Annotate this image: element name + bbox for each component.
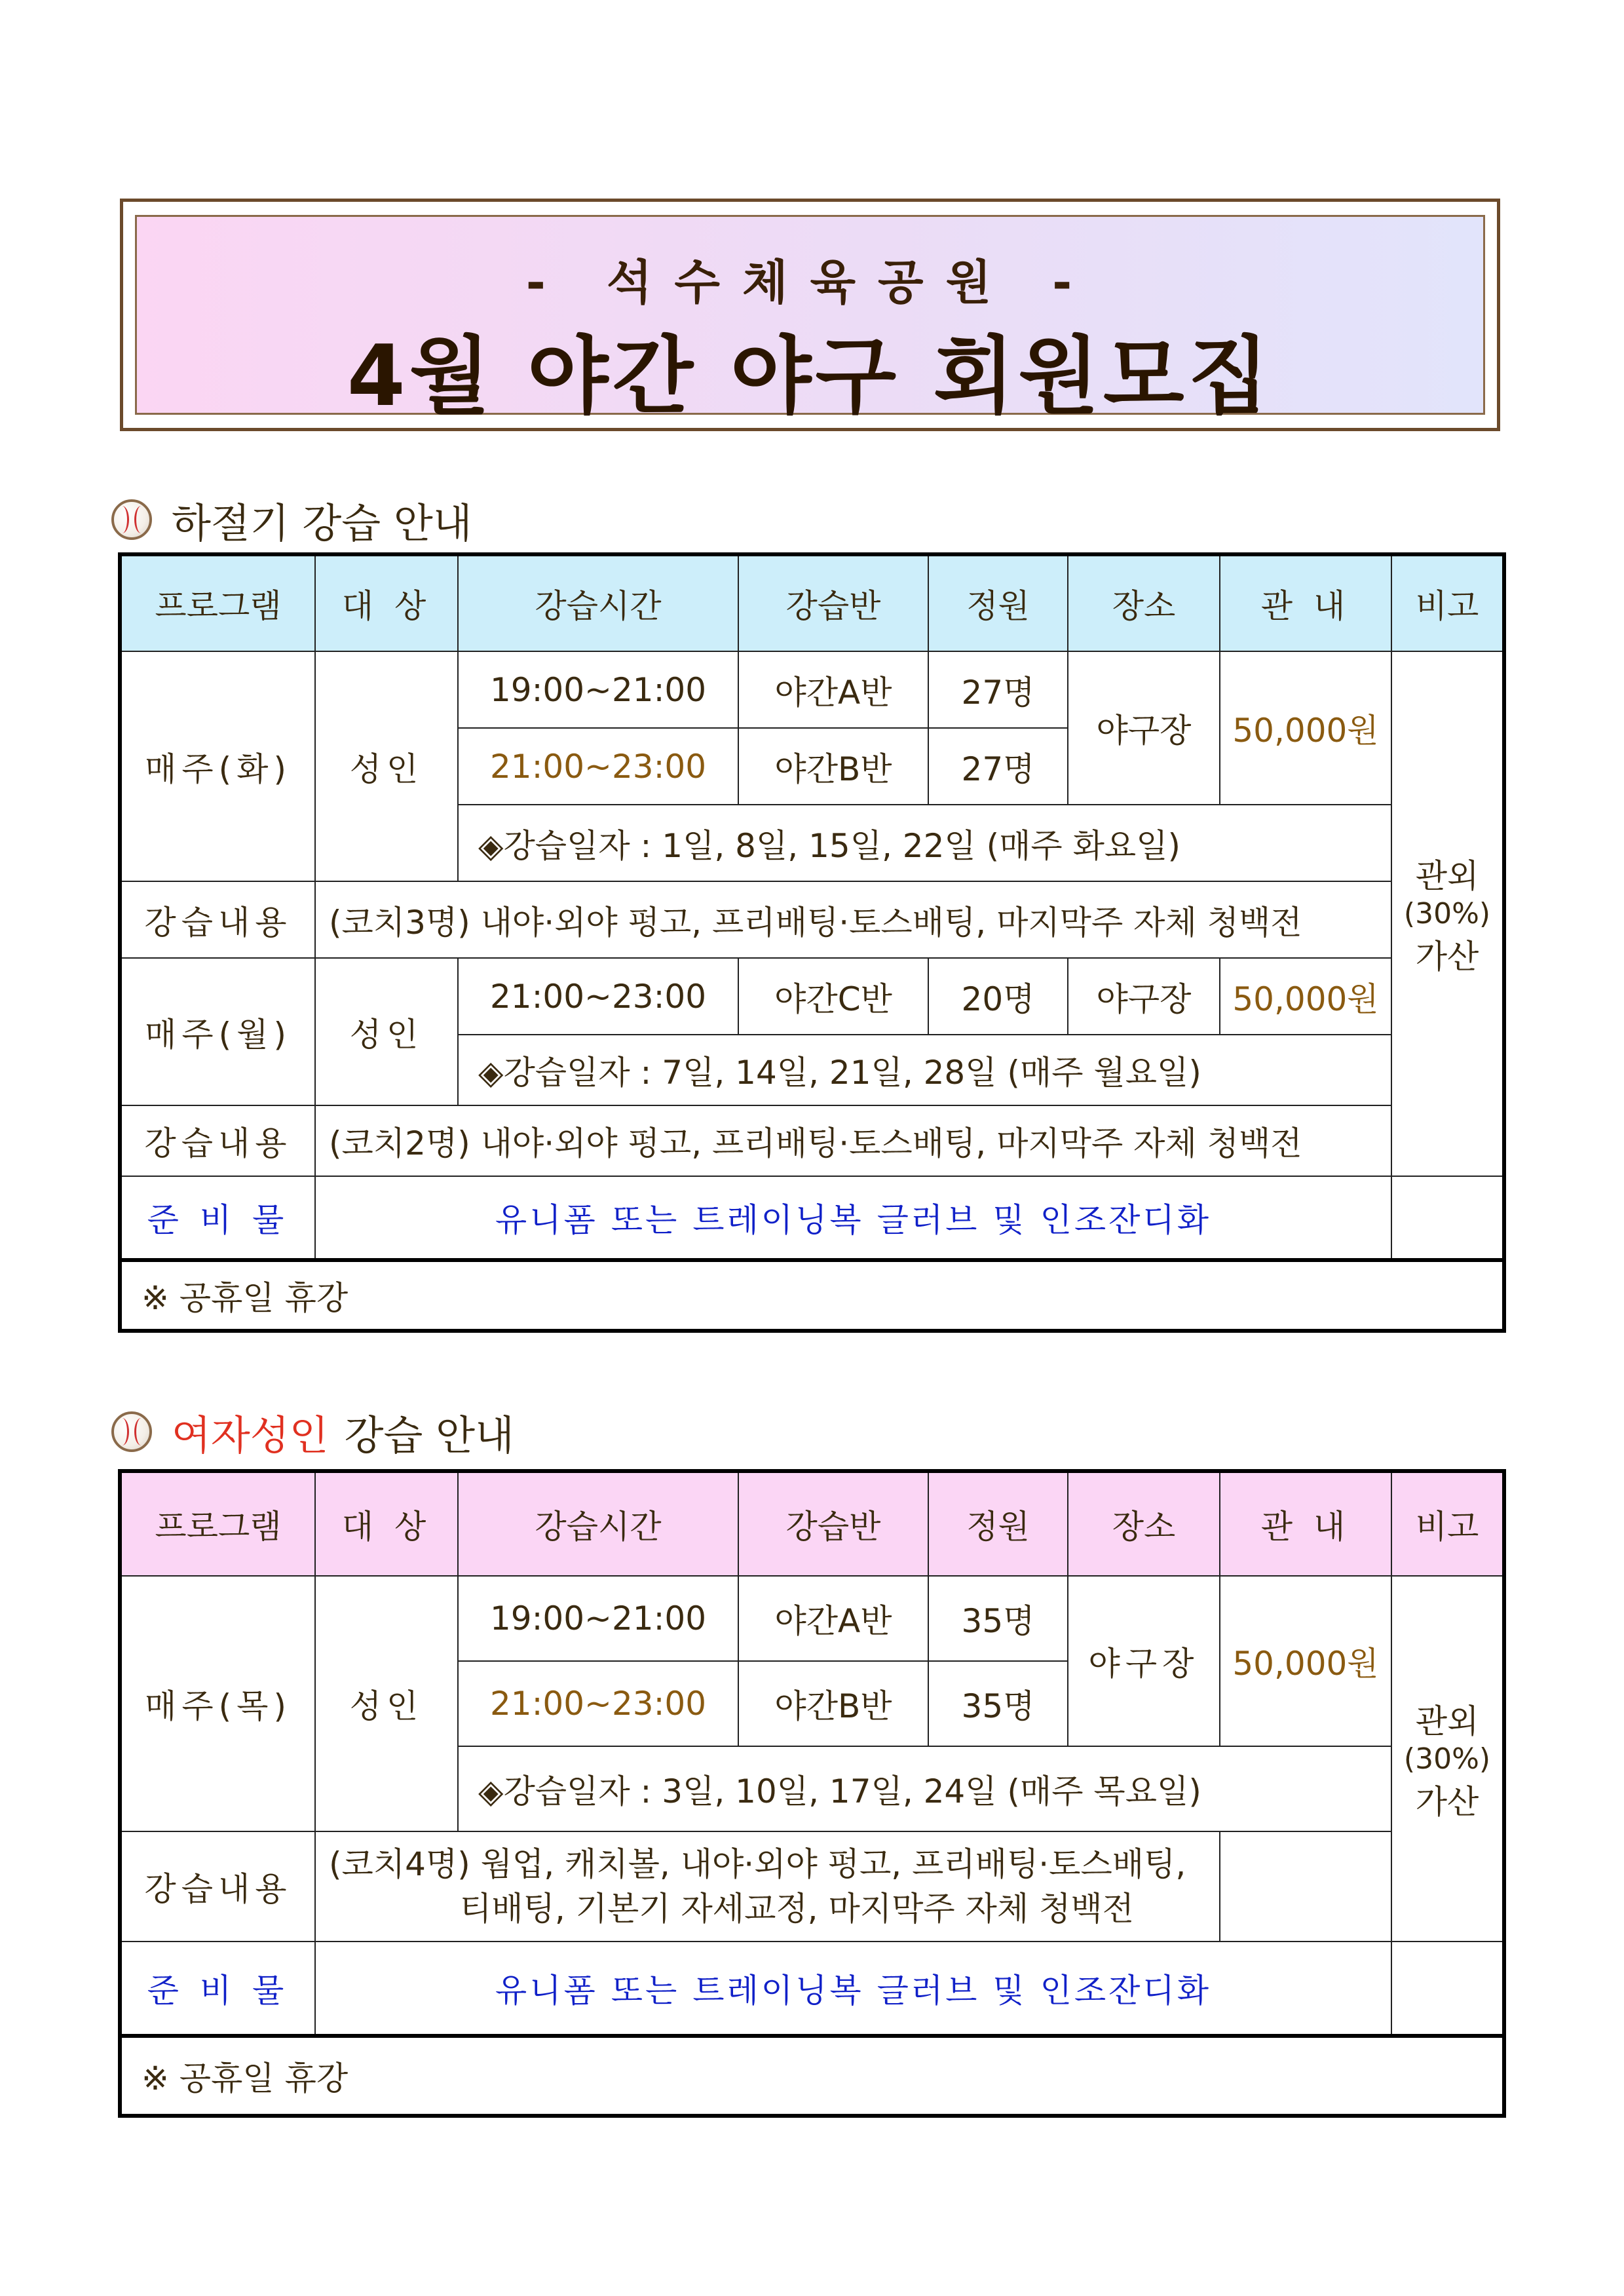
header-capacity: 정원 (928, 554, 1068, 651)
content-label: 강습내용 (120, 1105, 315, 1176)
header-program: 프로그램 (120, 1471, 315, 1576)
prep-label: 준 비 물 (120, 1942, 315, 2036)
capacity-cell: 27명 (928, 651, 1068, 728)
header-target: 대 상 (315, 1471, 458, 1576)
header-fee: 관 내 (1220, 554, 1391, 651)
table-row (120, 651, 1504, 728)
note-empty-cell (1391, 1942, 1504, 2036)
time-cell: 21:00~23:00 (458, 728, 738, 805)
dates-cell: ◈강습일자 : 3일, 10일, 17일, 24일 (매주 목요일) (458, 1746, 1391, 1831)
target-cell: 성인 (315, 651, 458, 881)
table-header-row (120, 1471, 1504, 1576)
program-cell: 매주(목) (120, 1576, 315, 1831)
target-cell: 성인 (315, 958, 458, 1105)
title-main: 4월 야간 야구 회원모집 (347, 328, 1274, 425)
place-cell: 야구장 (1068, 958, 1220, 1035)
title-banner (120, 199, 1500, 431)
class-cell: 야간B반 (738, 728, 928, 805)
fee-cell: 50,000원 (1220, 958, 1391, 1035)
section2-heading (111, 1402, 514, 1461)
time-cell: 21:00~23:00 (458, 958, 738, 1035)
header-time: 강습시간 (458, 1471, 738, 1576)
header-capacity: 정원 (928, 1471, 1068, 1576)
prep-cell: 유니폼 또는 트레이닝복 글러브 및 인조잔디화 (315, 1942, 1391, 2036)
capacity-cell: 20명 (928, 958, 1068, 1035)
note-cell (1391, 651, 1504, 1176)
table-row (120, 881, 1504, 958)
place-cell: 야구장 (1068, 651, 1220, 805)
target-cell: 성인 (315, 1576, 458, 1831)
section2-heading-text: 강습 안내 (344, 1411, 514, 1459)
header-place: 장소 (1068, 1471, 1220, 1576)
table-row (120, 1176, 1504, 1260)
time-cell: 19:00~21:00 (458, 1576, 738, 1661)
note-line1: 관외 (1415, 857, 1479, 895)
title-subtitle: - 석수체육공원 - (525, 255, 1095, 310)
capacity-cell: 35명 (928, 1576, 1068, 1661)
fee-cell: 50,000원 (1220, 651, 1391, 805)
section1-heading-text: 하절기 강습 안내 (172, 499, 472, 547)
baseball-icon (111, 1411, 152, 1452)
footer-note: ※ 공휴일 휴강 (120, 1260, 1504, 1331)
note-line2: (30%) (1403, 897, 1491, 930)
table-row (120, 2036, 1504, 2116)
note-line3: 가산 (1415, 1782, 1479, 1821)
class-cell: 야간C반 (738, 958, 928, 1035)
header-class: 강습반 (738, 1471, 928, 1576)
table-row (120, 1576, 1504, 1661)
prep-cell: 유니폼 또는 트레이닝복 글러브 및 인조잔디화 (315, 1176, 1391, 1260)
note-cell (1391, 1576, 1504, 1942)
section2-table (118, 1469, 1506, 2118)
program-cell: 매주(화) (120, 651, 315, 881)
prep-label: 준 비 물 (120, 1176, 315, 1260)
header-place: 장소 (1068, 554, 1220, 651)
dates-cell: ◈강습일자 : 7일, 14일, 21일, 28일 (매주 월요일) (458, 1035, 1391, 1105)
time-cell: 19:00~21:00 (458, 651, 738, 728)
place-cell: 야구장 (1068, 1576, 1220, 1746)
table-row (120, 1105, 1504, 1176)
class-cell: 야간A반 (738, 651, 928, 728)
content-cell (315, 1831, 1220, 1942)
baseball-icon (111, 499, 152, 540)
header-note: 비고 (1391, 1471, 1504, 1576)
note-line3: 가산 (1415, 938, 1479, 976)
header-target: 대 상 (315, 554, 458, 651)
table-row (120, 1942, 1504, 2036)
header-time: 강습시간 (458, 554, 738, 651)
fee-cell: 50,000원 (1220, 1576, 1391, 1746)
section1-table (118, 552, 1506, 1333)
content-cell: (코치3명) 내야·외야 펑고, 프리배팅·토스배팅, 마지막주 자체 청백전 (315, 881, 1391, 958)
header-fee: 관 내 (1220, 1471, 1391, 1576)
table-row (120, 1831, 1504, 1942)
header-note: 비고 (1391, 554, 1504, 651)
class-cell: 야간B반 (738, 1661, 928, 1746)
class-cell: 야간A반 (738, 1576, 928, 1661)
time-cell: 21:00~23:00 (458, 1661, 738, 1746)
footer-note: ※ 공휴일 휴강 (120, 2036, 1504, 2116)
dates-cell: ◈강습일자 : 1일, 8일, 15일, 22일 (매주 화요일) (458, 805, 1391, 881)
content-label: 강습내용 (120, 881, 315, 958)
title-banner-inner (135, 215, 1485, 425)
header-program: 프로그램 (120, 554, 315, 651)
table-header-row (120, 554, 1504, 651)
section2-heading-red: 여자성인 (172, 1411, 329, 1459)
table-row (120, 1260, 1504, 1331)
section1-heading (111, 490, 472, 549)
header-class: 강습반 (738, 554, 928, 651)
content-line2: 티배팅, 기본기 자세교정, 마지막주 자체 청백전 (460, 1890, 1134, 1928)
capacity-cell: 35명 (928, 1661, 1068, 1746)
program-cell: 매주(월) (120, 958, 315, 1105)
note-line1: 관외 (1415, 1702, 1479, 1740)
capacity-cell: 27명 (928, 728, 1068, 805)
note-line2: (30%) (1403, 1742, 1491, 1776)
content-label: 강습내용 (120, 1831, 315, 1942)
table-row (120, 958, 1504, 1035)
content-cell: (코치2명) 내야·외야 펑고, 프리배팅·토스배팅, 마지막주 자체 청백전 (315, 1105, 1391, 1176)
content-line1: (코치4명) 웜업, 캐치볼, 내야·외야 펑고, 프리배팅·토스배팅, (329, 1845, 1186, 1883)
